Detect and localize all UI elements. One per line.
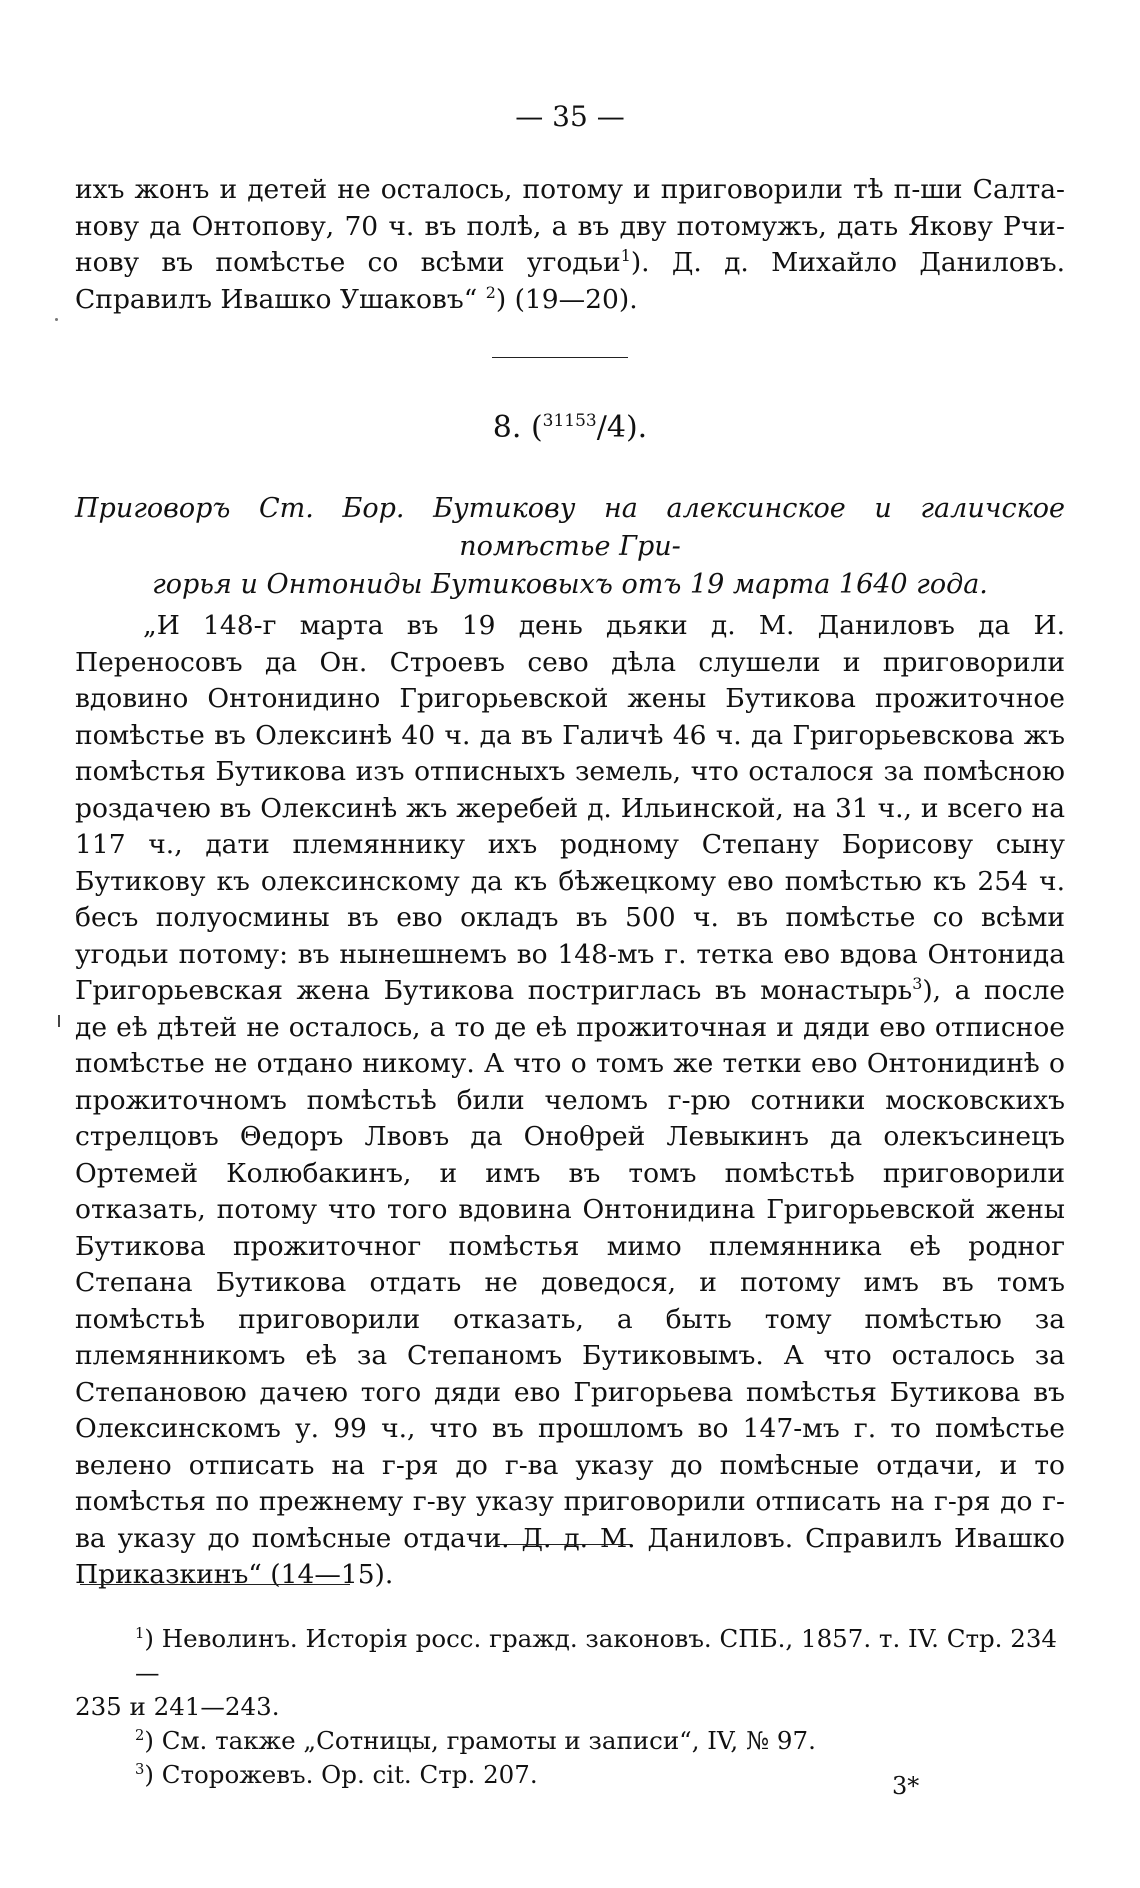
title-line: горья и Онтониды Бутиковыхъ отъ 19 марта 1640 года. [152, 569, 988, 600]
title-line: Приговоръ Ст. Бор. Бутикову на алексинское и галичское помѣстье Гри- [75, 493, 1065, 562]
continuation-paragraph [75, 172, 1065, 318]
text-line: ) (19—20). [495, 283, 638, 315]
text-line: Ивашко Ушаковъ“ [220, 283, 486, 315]
archive-code: ($^{31153}$/4). [530, 410, 648, 445]
footnote-marker: 3 [135, 1760, 145, 1778]
section-divider [496, 1544, 632, 1545]
body-text: „И 148-г марта въ 19 день дьяки д. М. Даниловъ да И. Переносовъ да Он. Строевъ сево дѣла слушели и приговорили вдовино Онтонидино Григорьевской жены Бутикова прожиточное помѣстье въ Олексинѣ 40 ч. да въ Галичѣ 46 ч. да Григорьевскова жъ помѣстья Бутикова изъ отписныхъ земель, что осталося за помѣсною роздачею въ Олексинѣ жъ жеребей д. Ильинской, на 31 ч., и всего на 117 ч., дати племяннику ихъ родному Степану Борисову сыну Бутикову къ олексинскому да къ бѣжецкому ево помѣстью къ 254 ч. бесъ полуосмины въ ево окладъ въ 500 ч. въ помѣстье со всѣми угодьи потому: въ нынешнемъ во 148-мъ г. тетка ево вдова Онтонида Григорьевская жена Бутикова постриглась въ монастырь [75, 610, 1065, 1006]
text-line: нову въ помѣстье со всѣми угодьи [75, 247, 621, 278]
footnote-ref[interactable]: 1 [620, 246, 631, 266]
footnote: $^1$) Неволинъ. Исторія росс. гражд. законовъ. СПБ., 1857. т. IV. Стр. 234— [135, 1624, 1058, 1687]
footnotes [75, 1622, 1065, 1792]
footnote-divider [80, 1584, 350, 1585]
footnote-marker: 2 [135, 1726, 145, 1744]
archive-code-sub: /4 [596, 410, 626, 445]
document-body [75, 608, 1065, 1594]
page-number: — 35 — [515, 100, 625, 133]
document-number [0, 410, 1140, 445]
document-title [75, 490, 1065, 604]
footnote-ref[interactable]: 2 [485, 282, 496, 302]
text-line: нову да Онтопову, 70 ч. въ полѣ, а въ дву потомужъ, дать Якову Рчи- [75, 210, 1065, 242]
section-divider [492, 357, 628, 358]
footnote: $^3$) Сторожевъ. Op. cit. Стр. 207. [135, 1760, 538, 1789]
footnote-marker: 1 [135, 1624, 145, 1642]
archive-code-number: 31153 [542, 411, 597, 431]
footnote: $^2$) См. также „Сотницы, грамоты и записи“, IV, № 97. [135, 1726, 816, 1755]
scan-speck [55, 318, 58, 321]
margin-mark [58, 1015, 60, 1027]
footnote-ref[interactable]: 3 [912, 974, 923, 994]
document-index: 8. [492, 410, 522, 445]
text-line: ). Д. д. Михайло Даниловъ. Справилъ [75, 247, 1065, 315]
footnote-continuation: 235 и 241—243. [75, 1692, 280, 1721]
text-line: ихъ жонъ и детей не осталось, потому и приговорили тѣ п-ши Салта- [75, 174, 1065, 205]
body-text: ), а после де еѣ дѣтей не осталось, а то де еѣ прожиточная и дяди ево отписное помѣстье не отдано никому. А что о томъ же тетки ево Онтонидинѣ о прожиточномъ помѣстьѣ били челомъ г-рю сотники московскихъ стрелцовъ Θедоръ Лвовъ да Онοθрей Левыкинъ да олекъсинецъ Ортемей Колюбакинъ, и имъ въ томъ помѣстьѣ приговорили отказать, потому что того вдовина Онтонидина Григорьевской жены Бутикова прожиточног помѣстья мимо племянника еѣ родног Степана Бутикова отдать не доведося, и потому имъ въ томъ помѣстьѣ приговорили отказать, а быть тому помѣстью за племянникомъ еѣ за Степаномъ Бутиковымъ. А что осталось за Степановою дачею того дяди ево Григорьева помѣстья Бутикова въ Олексинскомъ у. 99 ч., что въ прошломъ во 147-мъ г. то помѣстье велено отписать на г-ря до г-ва указу до помѣсные отдачи, и то помѣстья по прежнему г-ву указу приговорили отписать на г-ря до г-ва указу до помѣсные отдачи. Д. д. М. Даниловъ. Справилъ Ивашко Приказкинъ“ (14—15). [75, 975, 1065, 1590]
signature-mark: 3* [892, 1772, 920, 1800]
